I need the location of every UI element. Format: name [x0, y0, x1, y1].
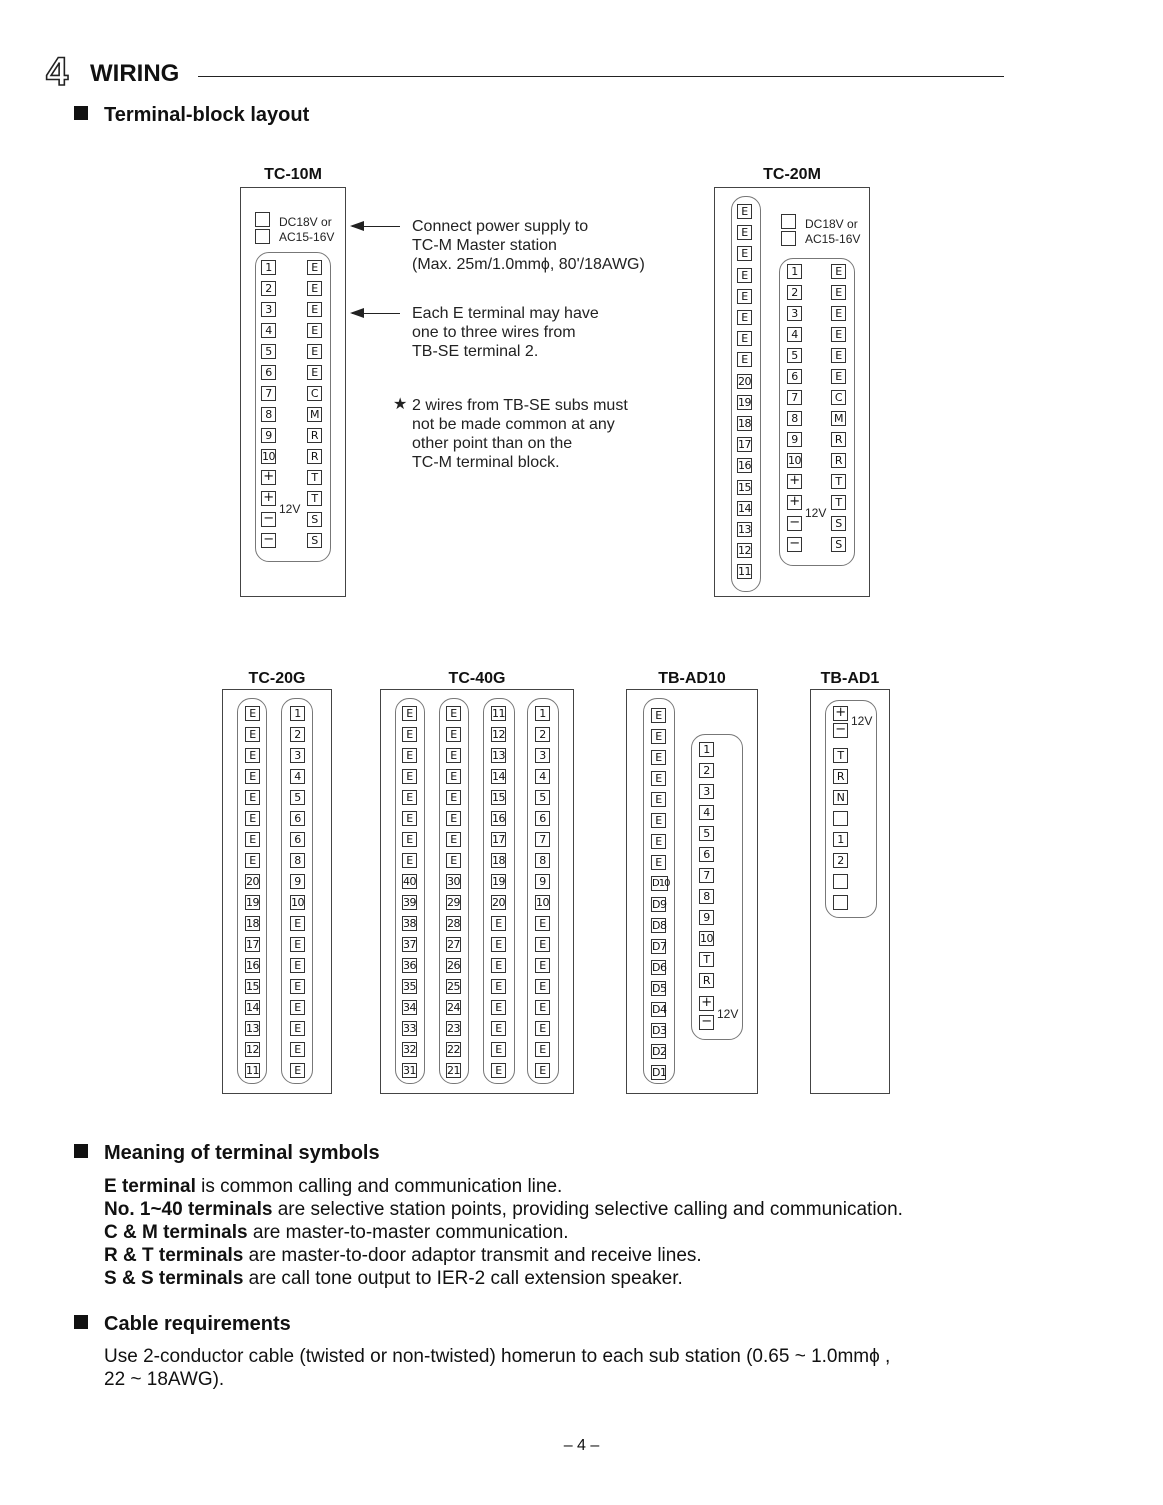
terminal: 34 — [403, 1001, 416, 1014]
terminal: E — [737, 331, 752, 346]
supply-12v-label: 12V — [851, 714, 873, 728]
terminal: 7 — [535, 832, 550, 847]
terminal: E — [491, 937, 506, 952]
bullet-square-icon — [74, 1144, 88, 1158]
terminal: E — [245, 748, 260, 763]
terminal: E — [491, 979, 506, 994]
terminal: R — [699, 973, 714, 988]
star-note-3: other point than on the — [412, 435, 573, 452]
terminal: R — [831, 432, 846, 447]
terminal: E — [535, 1000, 550, 1015]
terminal: 39 — [403, 896, 416, 909]
terminal: T — [699, 952, 714, 967]
terminal: 11 — [738, 565, 751, 579]
terminal: T — [833, 748, 848, 763]
terminal: 6 — [699, 847, 714, 862]
terminal: E — [245, 727, 260, 742]
terminal: E — [651, 750, 666, 765]
cable-line-2: 22 ~ 18AWG). — [104, 1369, 225, 1390]
eterm-note-1: Each E terminal may have — [412, 305, 599, 322]
terminal: 7 — [261, 386, 276, 401]
section-title: WIRING — [90, 60, 180, 87]
terminal: 10 — [536, 896, 549, 909]
terminal: 6 — [290, 811, 305, 826]
plus-terminal: + — [833, 706, 848, 721]
meaning-desc: are master-to-door adaptor transmit and receive lines. — [243, 1245, 702, 1266]
meaning-term: E terminal — [104, 1176, 196, 1197]
terminal: E — [535, 916, 550, 931]
terminal: E — [446, 706, 461, 721]
tc10m-power-terminal — [255, 212, 270, 227]
terminal: 15 — [738, 480, 751, 494]
terminal: S — [831, 516, 846, 531]
terminal: E — [535, 1021, 550, 1036]
tbad10-frame — [626, 689, 758, 1094]
terminal: 35 — [403, 980, 416, 993]
power-note-1: Connect power supply to — [412, 218, 589, 235]
terminal: 16 — [738, 459, 751, 473]
meaning-desc: is common calling and communication line. — [195, 1176, 563, 1197]
section-number: 4 — [46, 50, 69, 94]
terminal: 6 — [535, 811, 550, 826]
terminal: R — [833, 769, 848, 784]
meaning-line — [104, 1199, 903, 1221]
tc40g-frame — [380, 689, 574, 1094]
star-note-1: 2 wires from TB-SE subs must — [412, 397, 628, 414]
terminal: 10 — [700, 932, 713, 945]
terminal: E — [831, 285, 846, 300]
terminal: 9 — [699, 910, 714, 925]
terminal: 38 — [403, 917, 416, 930]
eterm-note-3: TB-SE terminal 2. — [412, 343, 539, 360]
tc20m-power-terminal — [781, 214, 796, 229]
page-number: – 4 – — [563, 1437, 600, 1454]
minus-terminal: − — [787, 516, 802, 531]
terminal: 33 — [403, 1022, 416, 1035]
terminal: N — [833, 790, 848, 805]
terminal: D2 — [652, 1045, 667, 1058]
cable-line-1: Use 2-conductor cable (twisted or non-twisted) homerun to each sub station (0.65 ~ 1.0mmϕ , — [104, 1346, 891, 1367]
terminal: E — [491, 958, 506, 973]
terminal: D9 — [652, 898, 667, 911]
terminal: 8 — [787, 411, 802, 426]
terminal: 13 — [738, 523, 751, 536]
star-note-4: TC-M terminal block. — [412, 454, 560, 471]
minus-terminal: − — [833, 723, 848, 738]
heading-cable — [74, 1312, 291, 1336]
terminal: D5 — [652, 982, 667, 995]
terminal: 20 — [492, 896, 505, 909]
terminal — [833, 874, 848, 889]
meaning-line — [104, 1245, 702, 1267]
supply-12v-label: 12V — [279, 502, 301, 516]
terminal: E — [491, 1063, 506, 1078]
terminal: 10 — [262, 450, 275, 463]
terminal: 16 — [492, 812, 505, 825]
terminal: E — [446, 727, 461, 742]
terminal: M — [831, 411, 846, 426]
terminal: 7 — [787, 390, 802, 405]
terminal: 9 — [787, 432, 802, 447]
terminal: E — [446, 748, 461, 763]
tc20m-power-terminal — [781, 231, 796, 246]
terminal: E — [831, 327, 846, 342]
terminal: 29 — [447, 896, 460, 909]
terminal: 5 — [787, 348, 802, 363]
terminal: 14 — [246, 1001, 259, 1014]
bullet-square-icon — [74, 106, 88, 120]
terminal: E — [737, 204, 752, 219]
terminal: E — [402, 790, 417, 805]
terminal: 3 — [787, 306, 802, 321]
tc20m-power-label-1: DC18V or — [805, 217, 858, 231]
terminal: 2 — [535, 727, 550, 742]
terminal: 1 — [787, 264, 802, 279]
terminal: E — [491, 1042, 506, 1057]
terminal: E — [307, 365, 322, 380]
terminal: 1 — [261, 260, 276, 275]
terminal: E — [290, 958, 305, 973]
terminal: D4 — [652, 1003, 667, 1016]
terminal: R — [307, 428, 322, 443]
terminal: 17 — [492, 833, 505, 846]
heading-text: Terminal-block layout — [104, 104, 310, 126]
terminal: E — [737, 289, 752, 304]
terminal: E — [535, 1063, 550, 1078]
terminal: E — [446, 832, 461, 847]
terminal: 27 — [447, 938, 460, 951]
terminal: E — [651, 792, 666, 807]
terminal: 23 — [447, 1022, 460, 1035]
terminal: 14 — [738, 501, 751, 515]
terminal: 6 — [787, 369, 802, 384]
terminal: 19 — [246, 896, 259, 909]
terminal: 4 — [787, 327, 802, 342]
terminal: E — [402, 769, 417, 784]
tc20m-frame — [714, 187, 870, 597]
terminal: 2 — [699, 763, 714, 778]
terminal: S — [307, 512, 322, 527]
terminal: E — [307, 302, 322, 317]
terminal: 7 — [699, 868, 714, 883]
terminal: 2 — [833, 853, 848, 868]
terminal: 8 — [290, 853, 305, 868]
terminal: 4 — [699, 805, 714, 820]
supply-12v-label: 12V — [717, 1007, 739, 1021]
terminal: 8 — [261, 407, 276, 422]
tc40g-label: TC-40G — [448, 670, 506, 687]
terminal: E — [307, 344, 322, 359]
terminal: E — [831, 369, 846, 384]
terminal: 28 — [447, 917, 460, 930]
terminal: E — [535, 1042, 550, 1057]
terminal: E — [491, 916, 506, 931]
terminal: E — [402, 706, 417, 721]
terminal: 2 — [290, 727, 305, 742]
terminal: 3 — [261, 302, 276, 317]
terminal: E — [402, 727, 417, 742]
terminal: 9 — [290, 874, 305, 889]
tc10m-power-label-2: AC15-16V — [279, 230, 335, 244]
terminal: 36 — [403, 959, 416, 972]
meaning-term: C & M terminals — [104, 1222, 248, 1243]
terminal: E — [245, 790, 260, 805]
terminal: 18 — [246, 917, 259, 930]
terminal: E — [737, 225, 752, 240]
terminal: E — [402, 811, 417, 826]
terminal: 30 — [447, 875, 460, 888]
terminal: T — [831, 474, 846, 489]
terminal: 5 — [535, 790, 550, 805]
terminal: E — [737, 268, 752, 283]
terminal: E — [290, 1063, 305, 1078]
terminal: 15 — [246, 980, 259, 993]
star-note-2: not be made common at any — [412, 416, 615, 433]
terminal: 1 — [290, 706, 305, 721]
terminal: E — [446, 811, 461, 826]
terminal: 10 — [788, 454, 801, 467]
terminal: D1 — [652, 1066, 667, 1079]
terminal: 6 — [290, 832, 305, 847]
terminal: E — [651, 834, 666, 849]
terminal: 8 — [699, 889, 714, 904]
terminal: E — [446, 853, 461, 868]
meaning-desc: are selective station points, providing selective calling and communication. — [272, 1199, 903, 1220]
plus-terminal: + — [261, 491, 276, 506]
section-rule — [198, 76, 1004, 77]
terminal: E — [491, 1021, 506, 1036]
terminal: 18 — [738, 417, 751, 430]
terminal: C — [307, 386, 322, 401]
terminal: T — [307, 470, 322, 485]
tbad10-label: TB-AD10 — [658, 670, 726, 687]
heading-text: Cable requirements — [104, 1313, 291, 1335]
terminal: E — [402, 832, 417, 847]
terminal: E — [290, 1042, 305, 1057]
terminal: 40 — [403, 875, 416, 888]
terminal: 19 — [492, 875, 505, 888]
terminal: 2 — [787, 285, 802, 300]
terminal: E — [651, 771, 666, 786]
plus-terminal: + — [261, 470, 276, 485]
terminal: 18 — [492, 854, 505, 867]
terminal: 8 — [535, 853, 550, 868]
terminal: E — [245, 853, 260, 868]
terminal: 25 — [447, 980, 460, 993]
terminal: E — [831, 306, 846, 321]
terminal: E — [290, 916, 305, 931]
terminal: E — [737, 246, 752, 261]
terminal: 24 — [447, 1001, 460, 1014]
terminal: E — [491, 1000, 506, 1015]
terminal: E — [245, 832, 260, 847]
terminal: E — [446, 769, 461, 784]
eterm-note-2: one to three wires from — [412, 324, 576, 341]
terminal: 26 — [447, 959, 460, 972]
bullet-square-icon — [74, 1315, 88, 1329]
terminal: 5 — [290, 790, 305, 805]
terminal: 22 — [447, 1043, 460, 1056]
meaning-line — [104, 1268, 683, 1290]
terminal: 20 — [246, 875, 259, 888]
terminal: E — [651, 855, 666, 870]
terminal: 4 — [261, 323, 276, 338]
heading-meaning — [74, 1141, 380, 1165]
terminal: S — [307, 533, 322, 548]
terminal: 14 — [492, 770, 505, 783]
terminal: E — [446, 790, 461, 805]
terminal: 12 — [738, 544, 751, 558]
terminal: R — [831, 453, 846, 468]
terminal: 11 — [246, 1064, 259, 1077]
terminal — [833, 811, 848, 826]
terminal: D6 — [652, 961, 667, 974]
terminal: 37 — [403, 938, 416, 951]
terminal: D3 — [652, 1024, 667, 1037]
terminal: 15 — [492, 791, 505, 804]
terminal: E — [290, 937, 305, 952]
tc20m-power-label-2: AC15-16V — [805, 232, 861, 246]
terminal: T — [831, 495, 846, 510]
star-icon: ★ — [393, 396, 408, 413]
terminal: 10 — [291, 896, 304, 909]
terminal: 11 — [492, 707, 505, 720]
terminal: 12 — [492, 728, 505, 741]
meaning-line — [104, 1222, 569, 1244]
terminal: E — [290, 979, 305, 994]
terminal: 5 — [699, 826, 714, 841]
terminal: E — [245, 706, 260, 721]
terminal: E — [245, 769, 260, 784]
terminal: D10 — [652, 878, 670, 889]
terminal: E — [737, 352, 752, 367]
terminal: R — [307, 449, 322, 464]
plus-terminal: + — [787, 474, 802, 489]
terminal: 16 — [246, 959, 259, 972]
tc10m-power-terminal — [255, 229, 270, 244]
meaning-term: R & T terminals — [104, 1245, 244, 1266]
terminal: 3 — [535, 748, 550, 763]
tbad1-frame — [810, 689, 890, 1094]
terminal: D8 — [652, 919, 667, 932]
tc20m-label: TC-20M — [763, 166, 821, 183]
terminal: E — [307, 323, 322, 338]
meaning-desc: are call tone output to IER-2 call extension speaker. — [243, 1268, 683, 1289]
terminal: 5 — [261, 344, 276, 359]
terminal: 9 — [535, 874, 550, 889]
terminal: 2 — [261, 281, 276, 296]
meaning-term: No. 1~40 terminals — [104, 1199, 273, 1220]
terminal: T — [307, 491, 322, 506]
terminal: 3 — [699, 784, 714, 799]
terminal: 32 — [403, 1043, 416, 1056]
terminal: 17 — [246, 938, 259, 951]
terminal — [833, 895, 848, 910]
heading-text: Meaning of terminal symbols — [104, 1142, 380, 1164]
terminal: 31 — [403, 1064, 416, 1077]
tbad10-rail-2 — [691, 734, 743, 1040]
terminal: 4 — [535, 769, 550, 784]
terminal: E — [831, 348, 846, 363]
terminal: E — [737, 310, 752, 325]
terminal: M — [307, 407, 322, 422]
arrow-left-icon — [352, 226, 400, 227]
terminal: E — [290, 1021, 305, 1036]
tbad1-label: TB-AD1 — [820, 670, 880, 687]
terminal: E — [651, 708, 666, 723]
terminal: E — [831, 264, 846, 279]
terminal: 9 — [261, 428, 276, 443]
terminal: 20 — [738, 374, 751, 388]
terminal: 1 — [535, 706, 550, 721]
tc20g-frame — [222, 689, 332, 1094]
terminal: 1 — [699, 742, 714, 757]
minus-terminal: − — [699, 1015, 714, 1030]
plus-terminal: + — [699, 996, 714, 1011]
terminal: E — [290, 1000, 305, 1015]
plus-terminal: + — [787, 495, 802, 510]
terminal: E — [402, 853, 417, 868]
terminal: 21 — [447, 1064, 460, 1077]
meaning-desc: are master-to-master communication. — [247, 1222, 569, 1243]
terminal: E — [535, 937, 550, 952]
terminal: E — [535, 979, 550, 994]
power-note-3: (Max. 25m/1.0mmϕ, 80'/18AWG) — [412, 256, 645, 273]
minus-terminal: − — [261, 533, 276, 548]
minus-terminal: − — [261, 512, 276, 527]
tc20g-label: TC-20G — [248, 670, 306, 687]
terminal: 13 — [246, 1022, 259, 1035]
power-note-2: TC-M Master station — [412, 237, 557, 254]
minus-terminal: − — [787, 537, 802, 552]
terminal: 13 — [492, 749, 505, 762]
meaning-line — [104, 1176, 562, 1198]
terminal: E — [402, 748, 417, 763]
terminal: D7 — [652, 940, 667, 953]
terminal: E — [245, 811, 260, 826]
tc10m-label: TC-10M — [264, 166, 322, 183]
terminal: E — [307, 281, 322, 296]
terminal: 1 — [833, 832, 848, 847]
tc10m-frame — [240, 187, 346, 597]
terminal: 6 — [261, 365, 276, 380]
heading-terminal-block-layout — [74, 103, 309, 127]
terminal: 17 — [738, 438, 751, 452]
terminal: S — [831, 537, 846, 552]
supply-12v-label: 12V — [805, 506, 827, 520]
meaning-term: S & S terminals — [104, 1268, 244, 1289]
arrow-left-icon — [352, 313, 400, 314]
terminal: E — [651, 729, 666, 744]
terminal: 19 — [738, 395, 751, 409]
terminal: 12 — [246, 1043, 259, 1056]
terminal: 4 — [290, 769, 305, 784]
terminal: 3 — [290, 748, 305, 763]
terminal: E — [535, 958, 550, 973]
terminal: E — [651, 813, 666, 828]
terminal: C — [831, 390, 846, 405]
terminal: E — [307, 260, 322, 275]
tc10m-power-label-1: DC18V or — [279, 215, 332, 229]
